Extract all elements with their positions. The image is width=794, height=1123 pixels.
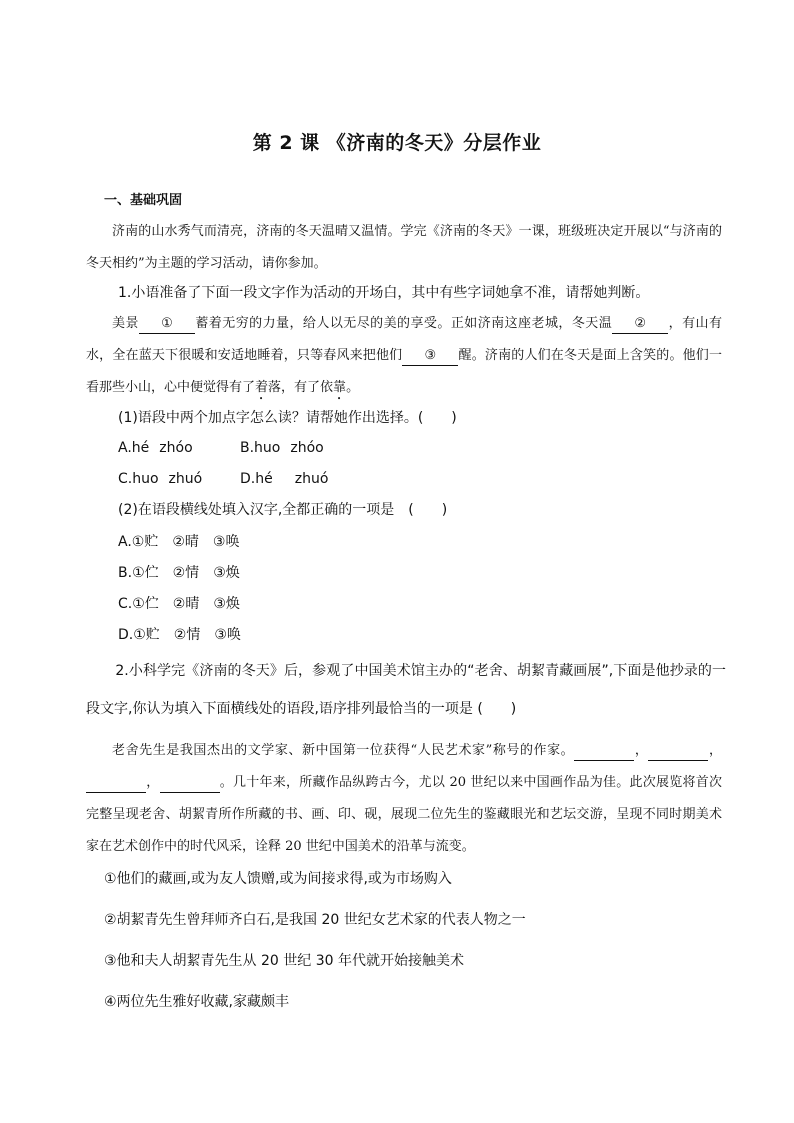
dotted-char-1: 着 [255,380,269,395]
section-heading: 一、基础巩固 [104,193,183,208]
option-a: A.hé zhóo [118,440,193,456]
option-c: C.①伫 ②晴 ③焕 [118,596,240,612]
list-item: ②胡絜青先生曾拜师齐白石,是我国 20 世纪女艺术家的代表人物之一 [104,912,526,928]
option-c: C.huo zhuó [118,471,203,487]
option-row [118,469,328,489]
option-b: B.huo zhóo [240,440,324,456]
section-intro: 济南的山水秀气而清亮，济南的冬天温晴又温情。学完《济南的冬天》一课，班级班决定开展以“与济南的冬天相约”为主题的学习活动，请你参加。 [86,224,722,271]
blank-3 [86,774,146,793]
list-item: ①他们的藏画,或为友人馈赠,或为间接求得,或为市场购入 [104,871,452,887]
question-2-stem: 2.小科学完《济南的冬天》后，参观了中国美术馆主办的“老舍、胡絜青藏画展”,下面是他抄录的一段文字,你认为填入下面横线处的语段,语序排列最恰当的一项是 ( ) [86,663,726,717]
option-row [118,438,324,458]
dotted-char-2: 靠 [333,380,347,395]
question-1-sub2-stem: (2)在语段横线处填入汉字,全都正确的一项是 ( ) [118,502,448,518]
blank-1: ① [139,315,195,334]
option-d: D.hé zhuó [240,471,329,487]
list-item: ④两位先生雅好收藏,家藏颇丰 [104,994,290,1010]
question-2-passage: 老舍先生是我国杰出的文学家、新中国第一位获得“人民艺术家”称号的作家。 ， ，， 。几十年来，所藏作品纵跨古今，尤以 20 世纪以来中国画作品为佳。此次展览将首次完整呈现老舍、胡絜青所作所藏的书、画、印、砚，展现二位先生的鉴藏眼光和艺坛交游，呈现不同时期美术家在艺术创作中的时代风采，诠释 20 世纪中国美术的沿革与流变。 [86,743,722,854]
blank-3: ③ [402,347,458,366]
question-1-stem: 1.小语准备了下面一段文字作为活动的开场白，其中有些字词她拿不准，请帮她判断。 [118,285,650,301]
blank-2: ② [612,315,668,334]
blank-4 [160,774,220,793]
question-1-sub1-stem: (1)语段中两个加点字怎么读？请帮她作出选择。( ) [118,410,457,426]
list-item: ③他和夫人胡絜青先生从 20 世纪 30 年代就开始接触美术 [104,953,464,969]
option-b: B.①伫 ②情 ③焕 [118,565,240,581]
question-1-passage: 美景 ① 蓄着无穷的力量，给人以无尽的美的享受。正如济南这座老城，冬天温 ② ，有山有水，全在蓝天下很暖和安适地睡着，只等春风来把他们 ③ 醒。济南的人们在冬天是面上含笑的。他们一看那些小山，心中便觉得有了着落，有了依靠。 [86,316,722,395]
blank-2 [648,742,708,761]
option-d: D.①贮 ②情 ③唤 [118,627,241,643]
option-a: A.①贮 ②晴 ③唤 [118,534,240,550]
blank-1 [574,742,634,761]
page-title: 第 2 课 《济南的冬天》分层作业 [252,132,542,154]
